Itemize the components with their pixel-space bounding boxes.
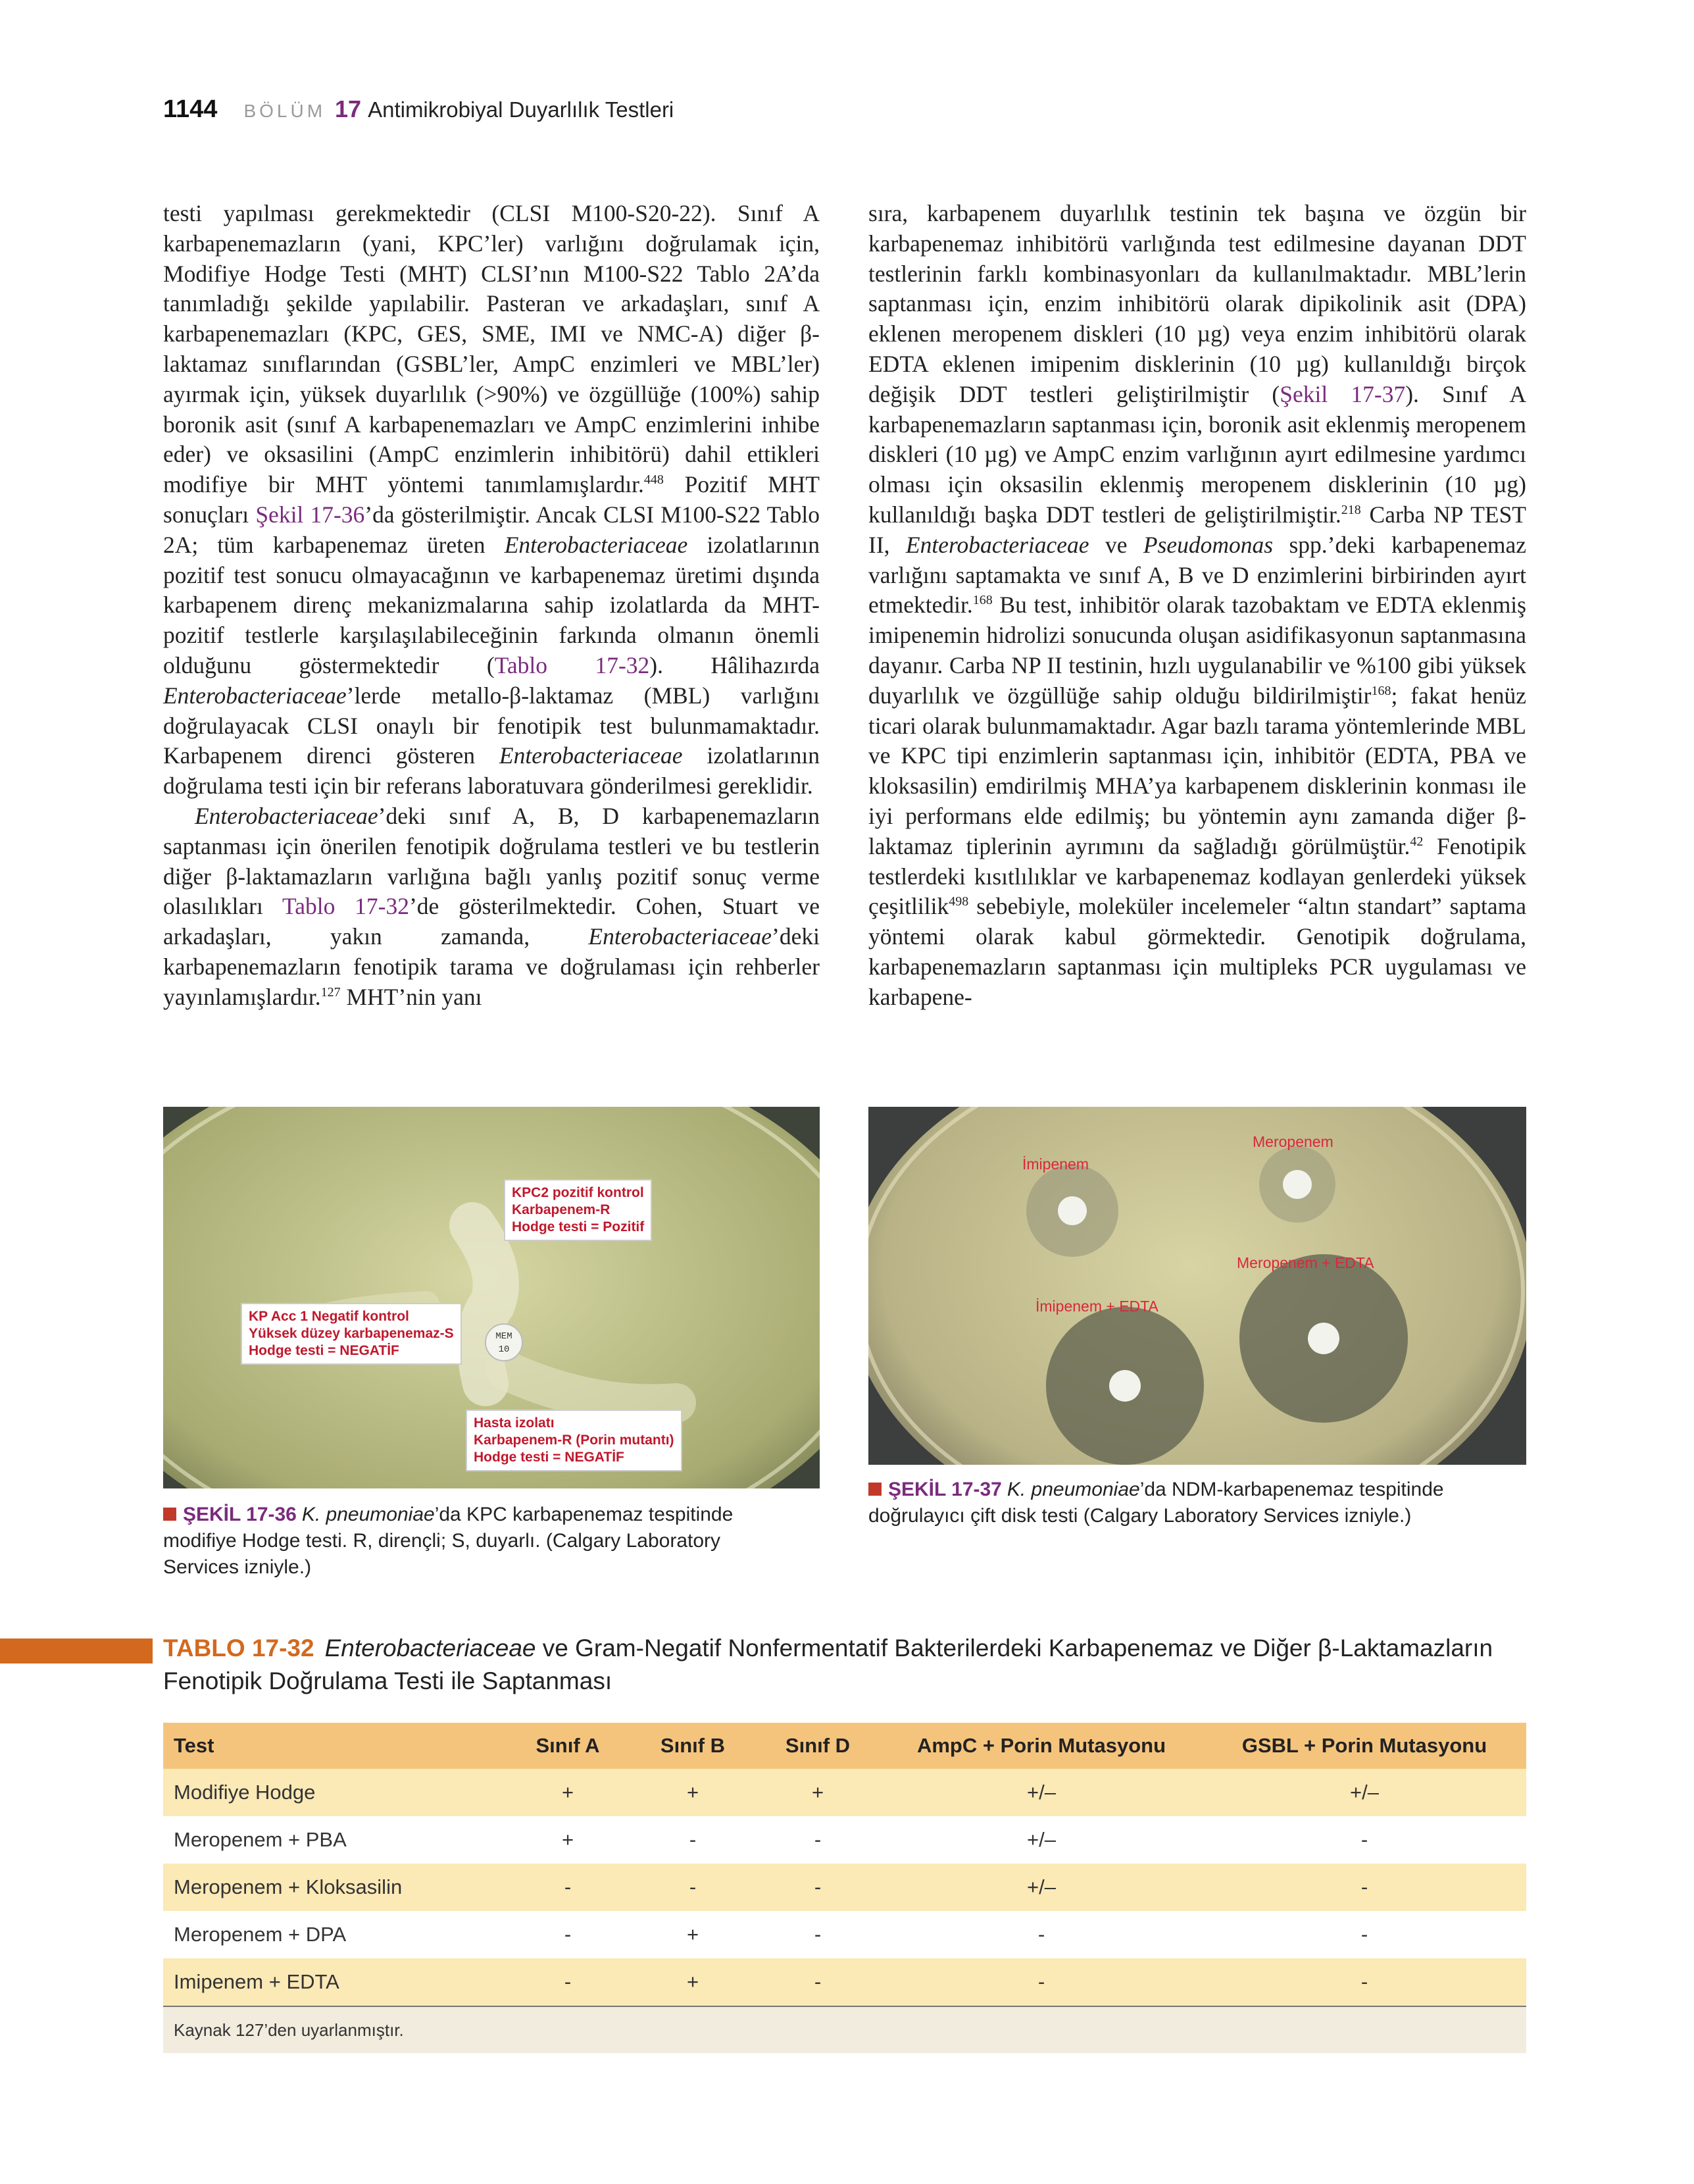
paragraph: Enterobacteriaceae’deki sınıf A, B, D karbapenemazların saptanması için önerilen fenotipik doğrulama testleri ve bu testlerin diğer β-laktamazların varlığına bağlı yanlış pozitif sonuç verme olasılıkları Tablo 17-32’de gösterilmektedir. Cohen, Stuart ve arkadaşları, yakın zamanda, Enterobacteriaceae’deki karbapenemazların fenotipik tarama ve doğrulaması için rehberler yayınlamışlardır.$^{127}$ MHT’nin yanı	[163, 802, 820, 1010]
table-title: TABLO 17-32 Enterobacteriaceae ve Gram-Negatif Nonfermentatif Bakterilerdeki Karbapenemaz ve Diğer β-Laktamazların Fenotipik Doğrulama Testi ile Saptanması	[163, 1635, 1493, 1694]
right-text-column	[868, 199, 1526, 1013]
table-row: Meropenem + DPA - + - - -	[174, 1923, 1368, 1946]
table-row: Modifiye Hodge + + + +/– +/–	[163, 1769, 1526, 1816]
table-row: Meropenem + PBA + - - +/– -	[174, 1828, 1368, 1851]
table-reference-link[interactable]: Tablo 17-32	[494, 651, 650, 678]
disk-label-bottom: 10	[498, 1344, 510, 1355]
label-kp-negative-control: KP Acc 1 Negatif kontrol Yüksek düzey karbapenemaz-S Hodge testi = NEGATİF	[241, 1303, 462, 1365]
figure-reference-link[interactable]: Şekil 17-37	[1280, 380, 1406, 407]
table-header-row	[163, 1723, 1526, 1769]
disk-label-top: MEM	[495, 1331, 512, 1342]
figure-17-37-caption: ŞEKİL 17-37 K. pneumoniae’da NDM-karbapenemaz tespitinde doğrulayıcı çift disk testi (Calgary Laboratory Services izniyle.)	[868, 1479, 1444, 1527]
column-header: Test	[163, 1723, 505, 1769]
column-header: GSBL + Porin Mutasyonu	[1203, 1723, 1526, 1769]
section-word: BÖLÜM	[243, 101, 326, 121]
column-header: Sınıf D	[755, 1723, 880, 1769]
label-imipenem-edta: İmipenem + EDTA	[1035, 1298, 1158, 1315]
left-text-column	[163, 199, 820, 1013]
page-number: 1144	[163, 95, 218, 123]
label-patient-isolate: Hasta izolatı Karbapenem-R (Porin mutantı) Hodge testi = NEGATİF	[466, 1409, 682, 1471]
label-meropenem-edta: Meropenem + EDTA	[1237, 1254, 1374, 1271]
figure-reference-link[interactable]: Şekil 17-36	[255, 501, 365, 528]
table-footnote: Kaynak 127’den uyarlanmıştır.	[163, 2006, 1526, 2053]
chapter-number: 17	[335, 95, 362, 122]
column-header: Sınıf A	[505, 1723, 630, 1769]
figure-17-37-photo	[868, 1107, 1526, 1465]
table-reference-link[interactable]: Tablo 17-32	[282, 893, 409, 920]
label-meropenem: Meropenem	[1253, 1133, 1333, 1150]
running-header	[163, 96, 674, 124]
figure-17-36-photo	[163, 1107, 820, 1488]
caption-square-icon	[163, 1508, 176, 1521]
caption-square-icon	[868, 1483, 882, 1496]
table-footnote-row	[163, 2006, 1526, 2053]
figure-17-36-caption: ŞEKİL 17-36 K. pneumoniae’da KPC karbapenemaz tespitinde modifiye Hodge testi. R, dirençli; S, duyarlı. (Calgary Laboratory Services izniyle.)	[163, 1504, 734, 1578]
data-table	[163, 1723, 1526, 2053]
agar-plate-image	[868, 1107, 1526, 1465]
table-row: Imipenem + EDTA - + - - -	[163, 1958, 1526, 2006]
table-row: Meropenem + Kloksasilin - - - +/– -	[163, 1864, 1526, 1911]
label-kpc-positive-control: KPC2 pozitif kontrol Karbapenem-R Hodge testi = Pozitif	[504, 1179, 652, 1241]
table-title-accent-bar	[0, 1638, 153, 1663]
paragraph: sıra, karbapenem duyarlılık testinin tek başına ve özgün bir karbapenemaz inhibitörü varlığında test edilmesine dayanan DDT testlerinin farklı kombinasyonları da kullanılmaktadır. MBL’lerin saptanması için, enzim inhibitörü olarak dipikolinik asit (DPA) eklenen meropenem diskleri (10 µg) veya enzim inhibitörü olarak EDTA eklenen imipenim disklerinin (10 µg) kullanıldığı birçok değişik DDT testleri geliştirilmiştir (Şekil 17-37). Sınıf A karbapenemazların saptanması için, boronik asit eklenmiş meropenem diskleri (10 µg) ve AmpC enzim varlığının ayırt edilmesine yardımcı olması için oksasilin eklenmiş meropenem disklerinin (10 µg) kullanıldığı başka DDT testleri de geliştirilmiştir.$^{218}$ Carba NP TEST II, Enterobacteriaceae ve Pseudomonas spp.’deki karbapenemaz varlığını saptamakta ve sınıf A, B ve D enzimlerini birbirinden ayırt etmektedir.$^{168}$ Bu test, inhibitör olarak tazobaktam ve EDTA eklenmiş imipenemin hidrolizi sonucunda oluşan asidifikasyonun saptanmasına dayanır. Carba NP II testinin, hızlı uygulanabilir ve %100 gibi yüksek duyarlılık ve özgüllüğe sahip olduğu bildirilmiştir$^{168}$; fakat henüz ticari olarak bulunmamaktadır. Agar bazlı tarama yöntemlerinde MBL ve KPC tipi enzimlerin saptanması için, inhibitör (EDTA, PBA ve kloksasilin) emdirilmiş MHA’ya karbapenem disklerinin konması ile iyi performans elde edilmiş; bu yöntemin aynı zamanda diğer β-laktamaz tiplerinin ayrımını da sağladığı görülmüştür.$^{42}$ Fenotipik testlerdeki kısıtlılıklar ve karbapenemaz kodlayan genlerdeki yüksek çeşitlilik$^{498}$ sebebiyle, moleküler incelemeler “altın standart” saptama yöntemi olarak kabul görmektedir. Genotipik doğrulama, karbapenemazların saptanması için multipleks PCR uygulaması ve karbapene-	[868, 200, 1527, 1010]
chapter-title: Antimikrobiyal Duyarlılık Testleri	[368, 97, 674, 122]
paragraph: testi yapılması gerekmektedir (CLSI M100-S20-22). Sınıf A karbapenemazların (yani, KPC’ler) varlığını doğrulamak için, Modifiye Hodge Testi (MHT) CLSI’nın M100-S22 Tablo 2A’da tanımladığı şekilde yapılabilir. Pasteran ve arkadaşları, sınıf A karbapenemazları (KPC, GES, SME, IMI ve NMC-A) diğer β-laktamaz sınıflarından (GSBL’ler, AmpC enzimleri ve MBL’ler) ayırmak için, yüksek duyarlılık (>90%) ve özgüllüğe (100%) sahip boronik asit (sınıf A karbapenemazları ve AmpC enzimlerini inhibe eder) ve oksasilini (AmpC enzimlerin inhibitörü) dahil ettikleri modifiye bir MHT yöntemi tanımlamışlardır.$^{448}$ Pozitif MHT sonuçları Şekil 17-36’da gösterilmiştir. Ancak CLSI M100-S22 Tablo 2A; tüm karbapenemaz üreten Enterobacteriaceae izolatlarının pozitif test sonucu olmayacağının ve karbapenemaz üretimi dışında karbapenem direnç mekanizmalarına sahip izolatlarda da MHT-pozitif testlerle karşılaşılabileceğinin farkında olmanın önemli olduğunu göstermektedir (Tablo 17-32). Hâlihazırda Enterobacteriaceae’lerde metallo-β-laktamaz (MBL) varlığını doğrulayacak CLSI onaylı bir fenotipik test bulunmamaktadır. Karbapenem direnci gösteren Enterobacteriaceae izolatlarının doğrulama testi için bir referans laboratuvara gönderilmesi gereklidir.	[163, 200, 820, 800]
label-imipenem: İmipenem	[1022, 1155, 1089, 1173]
column-header: AmpC + Porin Mutasyonu	[880, 1723, 1203, 1769]
column-header: Sınıf B	[630, 1723, 755, 1769]
